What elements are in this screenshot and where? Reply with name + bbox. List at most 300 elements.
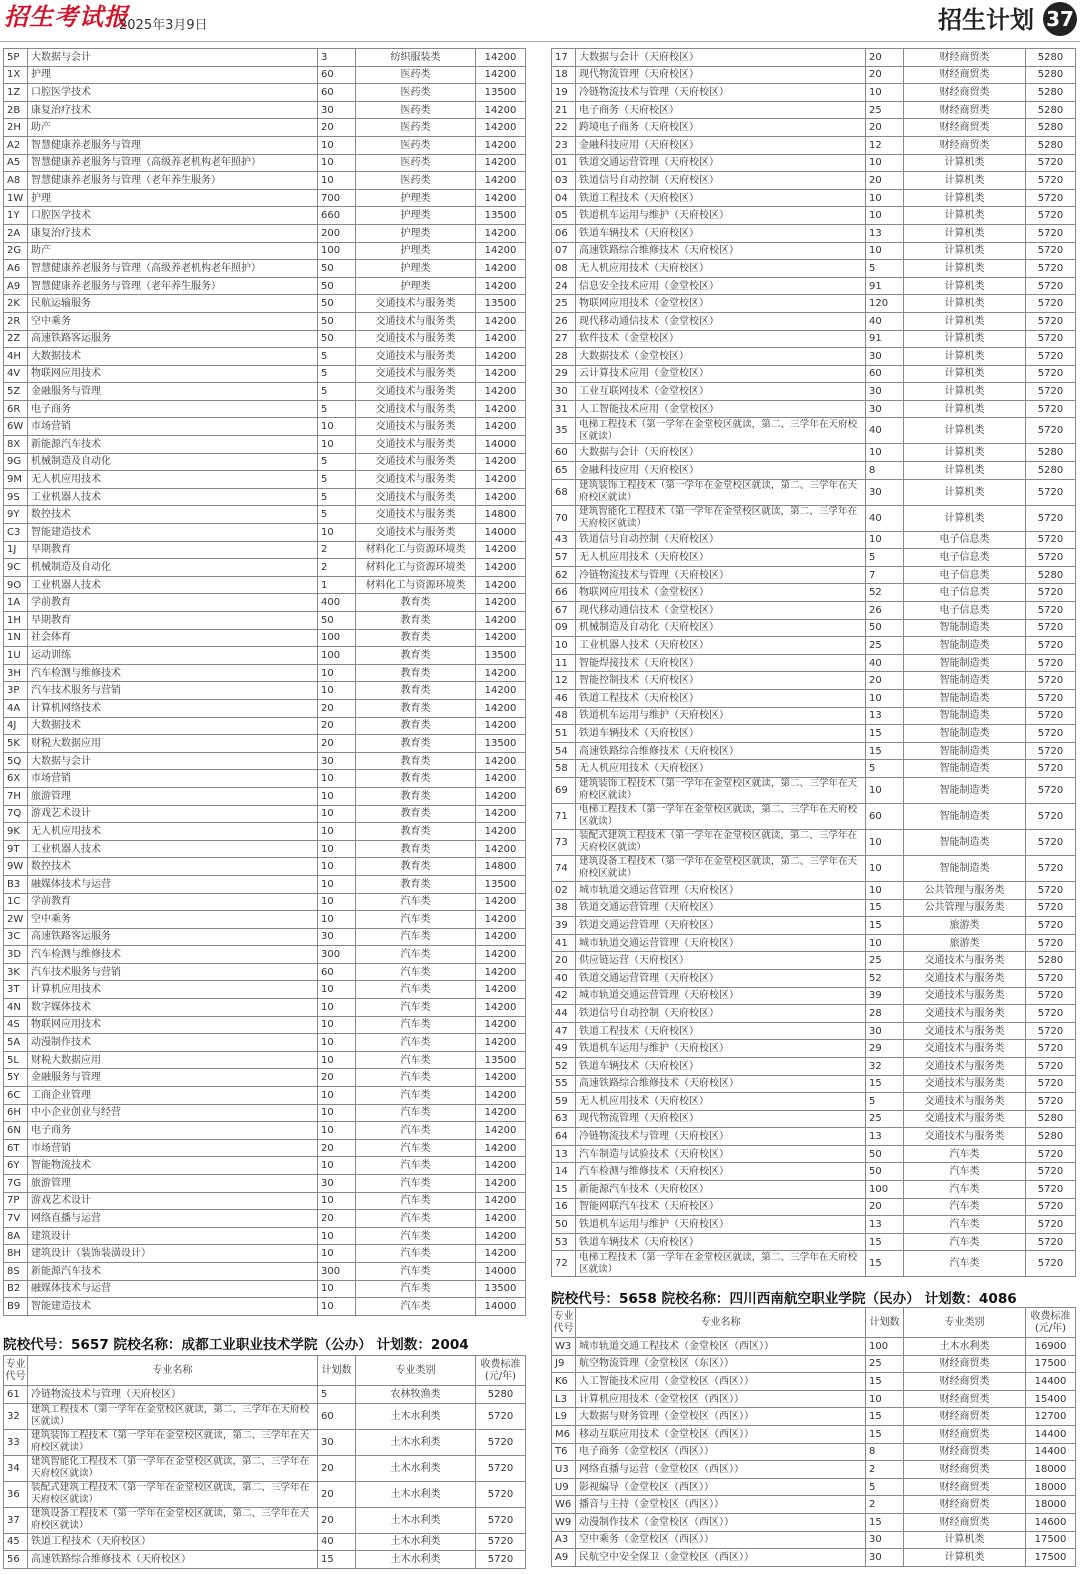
table-row (4, 594, 526, 612)
tuition-fee: 14200 (476, 1227, 526, 1245)
plan-count: 20 (318, 1455, 356, 1481)
plan-count: 30 (866, 1531, 904, 1549)
major-code: 32 (4, 1403, 28, 1429)
table-row (4, 541, 526, 559)
plan-count: 10 (318, 1104, 356, 1122)
plan-count: 29 (866, 1040, 904, 1058)
table-row (4, 1210, 526, 1228)
plan-count: 30 (866, 348, 904, 366)
major-category: 财经商贸类 (904, 1355, 1026, 1373)
major-code: W3 (552, 1338, 576, 1356)
table-row (4, 893, 526, 911)
major-code: 9Y (4, 506, 28, 524)
plan-count: 5 (318, 348, 356, 366)
table-row (552, 952, 1076, 970)
table-row (4, 1069, 526, 1087)
major-code: 54 (552, 742, 576, 760)
major-name: 市场营销 (28, 418, 318, 436)
major-category: 汽车类 (904, 1145, 1026, 1163)
major-category: 智能制造类 (904, 803, 1026, 829)
major-name: 建筑设计 (28, 1227, 318, 1245)
tuition-fee: 17500 (1026, 1355, 1076, 1373)
table-row (552, 803, 1076, 829)
table-row (4, 1139, 526, 1157)
major-category: 教育类 (356, 735, 476, 753)
plan-count: 10 (318, 1280, 356, 1298)
major-code: 6N (4, 1122, 28, 1140)
major-name: 高速铁路综合维修技术（天府校区） (576, 742, 866, 760)
plan-count: 10 (866, 690, 904, 708)
tuition-fee: 5720 (1026, 1163, 1076, 1181)
major-category: 教育类 (356, 699, 476, 717)
major-code: 7H (4, 787, 28, 805)
major-code: 51 (552, 725, 576, 743)
plan-count: 100 (866, 1338, 904, 1356)
major-code: 40 (552, 969, 576, 987)
major-category: 财经商贸类 (904, 101, 1026, 119)
tuition-fee: 14200 (476, 699, 526, 717)
major-name: 护理 (28, 66, 318, 84)
major-code: 20 (552, 952, 576, 970)
tuition-fee: 14200 (476, 330, 526, 348)
major-name: 无人机应用技术（天府校区） (576, 1093, 866, 1111)
major-name: 航空物流管理（金堂校区（东区）） (576, 1355, 866, 1373)
major-name: 电子商务（金堂校区（西区）） (576, 1443, 866, 1461)
major-category: 交通技术与服务类 (356, 488, 476, 506)
major-code: 50 (552, 1216, 576, 1234)
tuition-fee: 14200 (476, 1034, 526, 1052)
major-category: 财经商贸类 (904, 1390, 1026, 1408)
major-code: 62 (552, 566, 576, 584)
major-category: 教育类 (356, 717, 476, 735)
major-code: 29 (552, 365, 576, 383)
plan-count: 40 (866, 312, 904, 330)
major-name: 大数据与会计 (28, 752, 318, 770)
major-code: B2 (4, 1280, 28, 1298)
major-code: 6T (4, 1139, 28, 1157)
major-category: 交通技术与服务类 (356, 524, 476, 542)
major-code: 1C (4, 893, 28, 911)
plan-count: 50 (318, 330, 356, 348)
major-category: 交通技术与服务类 (904, 1128, 1026, 1146)
table-row (552, 400, 1076, 418)
tuition-fee: 5720 (1026, 1198, 1076, 1216)
tuition-fee: 18000 (1026, 1478, 1076, 1496)
col-header-major-category: 专业类别 (356, 1356, 476, 1386)
plan-count: 52 (866, 969, 904, 987)
major-code: A2 (4, 136, 28, 154)
plan-count: 100 (866, 1181, 904, 1199)
major-name: 铁道工程技术（天府校区） (576, 189, 866, 207)
table-row (552, 1443, 1076, 1461)
plan-count: 10 (866, 934, 904, 952)
major-code: 5A (4, 1034, 28, 1052)
plan-count: 5 (318, 400, 356, 418)
major-category: 汽车类 (356, 1227, 476, 1245)
major-name: 电梯工程技术（第一学年在金堂校区就读，第二、三学年在天府校区就读） (576, 418, 866, 444)
major-name: 影视编导（金堂校区（西区）） (576, 1478, 866, 1496)
major-name: 铁道机车运用与维护（天府校区） (576, 1040, 866, 1058)
plan-count: 60 (318, 84, 356, 102)
major-category: 土木水利类 (356, 1403, 476, 1429)
table-row (552, 1496, 1076, 1514)
table-row (4, 787, 526, 805)
table-row (552, 462, 1076, 480)
major-code: 5L (4, 1051, 28, 1069)
major-category: 交通技术与服务类 (356, 330, 476, 348)
table-row (552, 531, 1076, 549)
major-name: 数控技术 (28, 858, 318, 876)
major-category: 汽车类 (356, 1245, 476, 1263)
major-name: 城市轨道交通运营管理（天府校区） (576, 934, 866, 952)
tuition-fee: 5720 (476, 1455, 526, 1481)
major-category: 智能制造类 (904, 742, 1026, 760)
major-category: 计算机类 (904, 444, 1026, 462)
major-category: 交通技术与服务类 (904, 1040, 1026, 1058)
table-row (4, 1016, 526, 1034)
major-code: 2K (4, 295, 28, 313)
table-row (4, 1192, 526, 1210)
table-row (552, 207, 1076, 225)
major-category: 计算机类 (904, 295, 1026, 313)
major-name: 金融科技应用（天府校区） (576, 136, 866, 154)
plan-count: 20 (866, 66, 904, 84)
major-code: 1X (4, 66, 28, 84)
major-name: 口腔医学技术 (28, 84, 318, 102)
major-code: 1N (4, 629, 28, 647)
plan-count: 10 (318, 524, 356, 542)
table-row (4, 963, 526, 981)
major-code: 01 (552, 154, 576, 172)
major-code: 3T (4, 981, 28, 999)
major-category: 教育类 (356, 805, 476, 823)
table-row (4, 154, 526, 172)
major-category: 教育类 (356, 787, 476, 805)
major-code: B9 (4, 1298, 28, 1316)
major-category: 汽车类 (356, 963, 476, 981)
plan-count: 15 (866, 917, 904, 935)
major-category: 计算机类 (904, 479, 1026, 505)
tuition-fee: 14200 (476, 787, 526, 805)
table-row (552, 348, 1076, 366)
plan-count: 25 (866, 101, 904, 119)
major-name: 高速铁路客运服务 (28, 330, 318, 348)
major-code: A3 (552, 1531, 576, 1549)
table-row (4, 524, 526, 542)
major-category: 智能制造类 (904, 619, 1026, 637)
major-name: 冷链物流技术与管理（天府校区） (576, 1128, 866, 1146)
tuition-fee: 18000 (1026, 1496, 1076, 1514)
table-row (4, 383, 526, 401)
major-code: 5K (4, 735, 28, 753)
table-row (552, 1163, 1076, 1181)
major-code: M6 (552, 1425, 576, 1443)
major-name: 汽车检测与维修技术 (28, 664, 318, 682)
major-category: 财经商贸类 (904, 1461, 1026, 1479)
major-code: 26 (552, 312, 576, 330)
major-category: 计算机类 (904, 277, 1026, 295)
tuition-fee: 13500 (476, 84, 526, 102)
tuition-fee: 5280 (1026, 1128, 1076, 1146)
major-code: T6 (552, 1443, 576, 1461)
major-category: 交通技术与服务类 (356, 453, 476, 471)
tuition-fee: 5720 (1026, 1040, 1076, 1058)
major-category: 汽车类 (356, 1280, 476, 1298)
plan-count: 10 (318, 1298, 356, 1316)
tuition-fee: 14000 (476, 1298, 526, 1316)
table-row (552, 1022, 1076, 1040)
table-row (4, 999, 526, 1017)
major-category: 计算机类 (904, 260, 1026, 278)
table-row (4, 1051, 526, 1069)
major-category: 智能制造类 (904, 777, 1026, 803)
col-header-major-code: 专业代号 (552, 1308, 576, 1338)
plan-count: 2 (318, 559, 356, 577)
major-code: 31 (552, 400, 576, 418)
tuition-fee: 5720 (1026, 987, 1076, 1005)
left-bottom-table (3, 1355, 526, 1569)
major-name: 工业机器人技术 (28, 840, 318, 858)
table-row (4, 136, 526, 154)
table-row (552, 1531, 1076, 1549)
major-code: W9 (552, 1513, 576, 1531)
table-row (4, 823, 526, 841)
major-code: 28 (552, 348, 576, 366)
plan-count: 13 (866, 1216, 904, 1234)
table-row (552, 1513, 1076, 1531)
table-row (552, 707, 1076, 725)
major-code: 46 (552, 690, 576, 708)
major-code: 70 (552, 505, 576, 531)
tuition-fee: 5280 (1026, 84, 1076, 102)
major-category: 财经商贸类 (904, 1425, 1026, 1443)
plan-count: 32 (866, 1057, 904, 1075)
major-code: 4J (4, 717, 28, 735)
table-row (552, 1040, 1076, 1058)
major-category: 医药类 (356, 119, 476, 137)
major-category: 汽车类 (356, 999, 476, 1017)
major-name: 金融服务与管理 (28, 383, 318, 401)
tuition-fee: 5280 (1026, 952, 1076, 970)
tuition-fee: 16900 (1026, 1338, 1076, 1356)
plan-count: 10 (318, 172, 356, 190)
major-code: 66 (552, 584, 576, 602)
major-category: 护理类 (356, 242, 476, 260)
table-row (552, 690, 1076, 708)
major-name: 铁道工程技术（天府校区） (576, 690, 866, 708)
major-category: 汽车类 (356, 1069, 476, 1087)
major-code: A5 (4, 154, 28, 172)
tuition-fee: 14200 (476, 348, 526, 366)
major-category: 智能制造类 (904, 637, 1026, 655)
major-code: 7V (4, 1210, 28, 1228)
plan-count: 5 (866, 760, 904, 778)
major-category: 智能制造类 (904, 654, 1026, 672)
major-category: 汽车类 (904, 1233, 1026, 1251)
table-row (552, 172, 1076, 190)
plan-count: 100 (318, 647, 356, 665)
major-name: 中小企业创业与经营 (28, 1104, 318, 1122)
table-row (4, 1386, 526, 1404)
table-row (4, 682, 526, 700)
plan-count: 10 (318, 999, 356, 1017)
table-row (4, 629, 526, 647)
table-row (552, 829, 1076, 855)
tuition-fee: 14200 (476, 559, 526, 577)
major-name: 建筑智能化工程技术（第一学年在金堂校区就读，第二、三学年在天府校区就读） (576, 505, 866, 531)
plan-count: 20 (318, 1139, 356, 1157)
plan-count: 8 (866, 1443, 904, 1461)
major-category: 土木水利类 (356, 1533, 476, 1551)
tuition-fee: 14400 (1026, 1443, 1076, 1461)
major-name: 人工智能技术应用（金堂校区） (576, 400, 866, 418)
major-code: 45 (4, 1533, 28, 1551)
major-category: 医药类 (356, 136, 476, 154)
major-code: 1U (4, 647, 28, 665)
col-header-plan-count: 计划数 (318, 1356, 356, 1386)
tuition-fee: 5720 (1026, 829, 1076, 855)
major-name: 跨境电子商务（天府校区） (576, 119, 866, 137)
table-row (552, 1128, 1076, 1146)
major-category: 计算机类 (904, 418, 1026, 444)
major-name: 人工智能技术应用（金堂校区（西区）） (576, 1373, 866, 1391)
plan-count: 15 (318, 1551, 356, 1569)
major-category: 财经商贸类 (904, 136, 1026, 154)
plan-count: 10 (318, 875, 356, 893)
major-code: 6C (4, 1087, 28, 1105)
major-category: 汽车类 (904, 1181, 1026, 1199)
tuition-fee: 5720 (1026, 803, 1076, 829)
school-5658-heading: 院校代号：5658 院校名称：四川西南航空职业学院（民办） 计划数：4086 (551, 1291, 1017, 1307)
tuition-fee: 14800 (476, 858, 526, 876)
major-category: 财经商贸类 (904, 84, 1026, 102)
table-row (4, 1087, 526, 1105)
plan-count: 10 (866, 189, 904, 207)
plan-count: 50 (866, 619, 904, 637)
major-category: 教育类 (356, 629, 476, 647)
major-name: 动漫制作技术（金堂校区（西区）） (576, 1513, 866, 1531)
tuition-fee: 14200 (476, 383, 526, 401)
tuition-fee: 5720 (1026, 690, 1076, 708)
tuition-fee: 14200 (476, 471, 526, 489)
plan-count: 10 (318, 1016, 356, 1034)
table-row (4, 101, 526, 119)
major-name: 工业机器人技术 (28, 576, 318, 594)
table-row (552, 66, 1076, 84)
tuition-fee: 5720 (1026, 1233, 1076, 1251)
major-code: 5P (4, 49, 28, 67)
major-code: 9O (4, 576, 28, 594)
plan-count: 50 (866, 1145, 904, 1163)
plan-count: 5 (318, 365, 356, 383)
plan-count: 5 (318, 383, 356, 401)
tuition-fee: 14200 (476, 418, 526, 436)
plan-count: 10 (866, 1390, 904, 1408)
major-name: 智慧健康养老服务与管理（老年养生服务） (28, 277, 318, 295)
major-name: 工业机器人技术（天府校区） (576, 637, 866, 655)
major-code: K6 (552, 1373, 576, 1391)
major-category: 教育类 (356, 858, 476, 876)
plan-count: 12 (866, 136, 904, 154)
major-code: C3 (4, 524, 28, 542)
table-row (4, 66, 526, 84)
major-category: 计算机类 (904, 1531, 1026, 1549)
plan-count: 13 (866, 224, 904, 242)
tuition-fee: 14200 (476, 260, 526, 278)
table-row (4, 207, 526, 225)
major-name: 铁道机车运用与维护（天府校区） (576, 207, 866, 225)
tuition-fee: 14200 (476, 594, 526, 612)
major-category: 电子信息类 (904, 584, 1026, 602)
major-name: 高速铁路综合维修技术（天府校区） (576, 242, 866, 260)
tuition-fee: 5720 (1026, 742, 1076, 760)
tuition-fee: 14200 (476, 999, 526, 1017)
major-name: 软件技术（金堂校区） (576, 330, 866, 348)
plan-count: 5 (318, 488, 356, 506)
tuition-fee: 14200 (476, 981, 526, 999)
tuition-fee: 5720 (1026, 260, 1076, 278)
major-code: J9 (552, 1355, 576, 1373)
major-name: 装配式建筑工程技术（第一学年在金堂校区就读，第二、三学年在天府校区就读） (576, 829, 866, 855)
major-category: 交通技术与服务类 (904, 1005, 1026, 1023)
major-name: 智慧健康养老服务与管理 (28, 136, 318, 154)
tuition-fee: 5720 (1026, 602, 1076, 620)
major-code: 7P (4, 1192, 28, 1210)
tuition-fee: 14200 (476, 893, 526, 911)
table-row (552, 1355, 1076, 1373)
plan-count: 91 (866, 330, 904, 348)
major-name: 早期教育 (28, 612, 318, 630)
plan-count: 39 (866, 987, 904, 1005)
major-name: 学前教育 (28, 594, 318, 612)
major-category: 汽车类 (356, 1262, 476, 1280)
major-code: 73 (552, 829, 576, 855)
major-code: 56 (4, 1551, 28, 1569)
plan-count: 25 (866, 952, 904, 970)
major-name: 计算机应用技术（金堂校区（西区）） (576, 1390, 866, 1408)
plan-count: 10 (866, 84, 904, 102)
plan-count: 10 (866, 444, 904, 462)
major-name: 汽车检测与维修技术（天府校区） (576, 1163, 866, 1181)
tuition-fee: 5720 (1026, 584, 1076, 602)
major-name: 铁道交通运营管理（天府校区） (576, 917, 866, 935)
table-row (4, 911, 526, 929)
tuition-fee: 5720 (1026, 672, 1076, 690)
tuition-fee: 14200 (476, 717, 526, 735)
table-row (4, 1403, 526, 1429)
major-name: 物联网应用技术 (28, 365, 318, 383)
major-category: 交通技术与服务类 (356, 365, 476, 383)
major-name: 运动训练 (28, 647, 318, 665)
plan-count: 5 (318, 471, 356, 489)
plan-count: 30 (318, 1175, 356, 1193)
tuition-fee: 5720 (1026, 400, 1076, 418)
tuition-fee: 5720 (1026, 224, 1076, 242)
plan-count: 13 (866, 707, 904, 725)
plan-count: 10 (866, 207, 904, 225)
plan-count: 20 (318, 1210, 356, 1228)
major-code: 30 (552, 383, 576, 401)
major-name: 助产 (28, 119, 318, 137)
tuition-fee: 17500 (1026, 1531, 1076, 1549)
tuition-fee: 5280 (1026, 566, 1076, 584)
major-code: 4A (4, 699, 28, 717)
major-code: L3 (552, 1390, 576, 1408)
table-row (552, 725, 1076, 743)
major-category: 教育类 (356, 664, 476, 682)
table-row (4, 260, 526, 278)
major-name: 智能控制技术（天府校区） (576, 672, 866, 690)
